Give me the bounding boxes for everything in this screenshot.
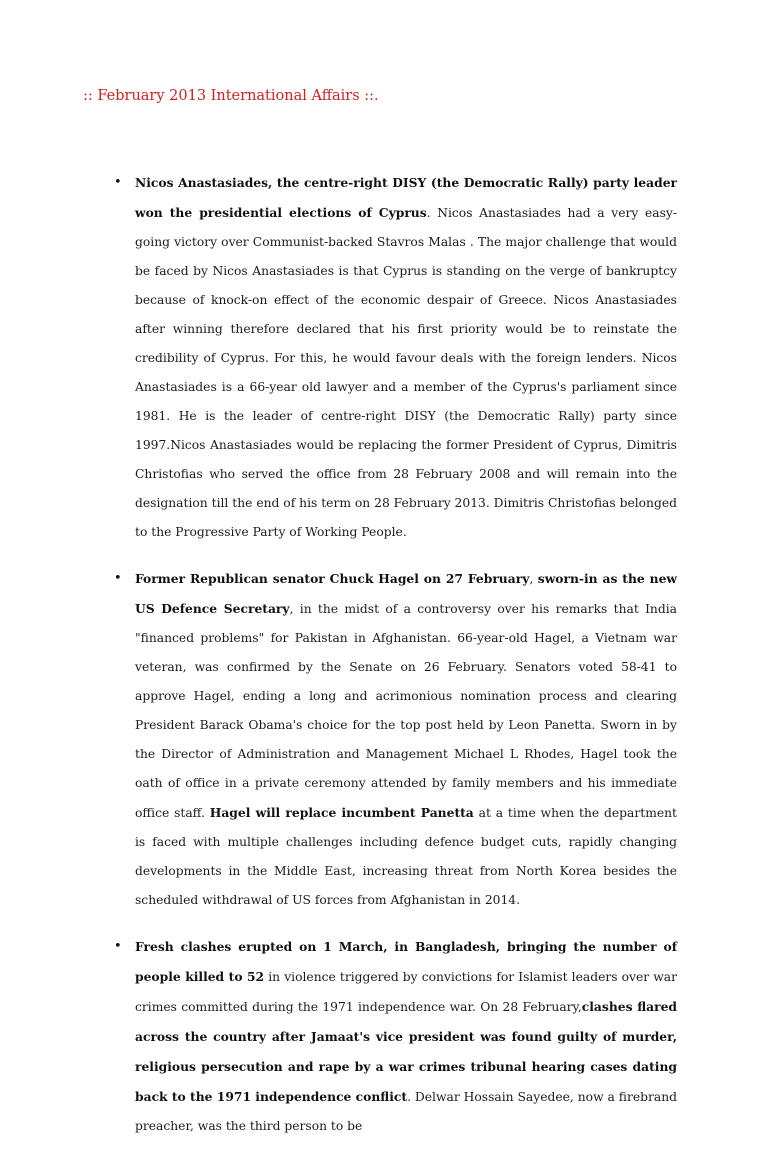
list-item (0, 932, 768, 1141)
list-item (0, 564, 768, 915)
paragraph-text: , in the midst of a controversy over his remarks that India "financed problems" for Pakistan in Afghanistan. 66-year-old Hagel, a Vietnam war veteran, was confirmed by the Senate on 26 February. Senators voted 58-41 to approve Hagel, ending a long and acrimonious nomination process and clearing President Barack Obama's choice for the top post held by Leon Panetta. Sworn in by the Director of Administration and Management Michael L Rhodes, Hagel took the oath of office in a private ceremony attended by family members and his immediate office staff. (135, 602, 677, 821)
bullet-icon: • (114, 939, 122, 955)
paragraph-text: in violence triggered by convictions for Islamist leaders over war crimes committed during the 1971 independence war. On 28 February, (135, 970, 677, 1015)
page-title: :: February 2013 International Affairs ::. (83, 88, 379, 104)
list-item (0, 168, 768, 547)
bold-text: sworn-in as the new US Defence Secretary (135, 571, 677, 617)
bold-text: Fresh clashes erupted on 1 March, in Bangladesh, bringing the number of people killed to 52 (135, 939, 677, 985)
item-paragraph (135, 564, 677, 915)
paragraph-text: . Delwar Hossain Sayedee, now a firebrand preacher, was the third person to be (135, 1090, 678, 1134)
paragraph-text: . Nicos Anastasiades had a very easy-going victory over Communist-backed Stavros Malas . The major challenge that would be faced by Nicos Anastasiades is that Cyprus is standing on the verge of bankruptcy because of knock-on effect of the economic despair of Greece. Nicos Anastasiades after winning therefore declared that his first priority would be to reinstate the credibility of Cyprus. For this, he would favour deals with the foreign lenders. Nicos Anastasiades is a 66-year old lawyer and a member of the Cyprus's parliament since 1981. He is the leader of centre-right DISY (the Democratic Rally) party since 1997.Nicos Anastasiades would be replacing the former President of Cyprus, Dimitris Christofias who served the office from 28 February 2008 and will remain into the designation till the end of his term on 28 February 2013. Dimitris Christofias belonged to the Progressive Party of Working People. (135, 206, 677, 540)
bullet-icon: • (114, 571, 122, 587)
news-list (0, 156, 768, 1158)
paragraph-text: , (529, 572, 538, 587)
bullet-icon: • (114, 175, 122, 191)
bold-text: Former Republican senator Chuck Hagel on 27 February (135, 571, 530, 587)
item-paragraph (135, 168, 677, 547)
item-paragraph (135, 932, 677, 1141)
bold-text: clashes flared across the country after Jamaat's vice president was found guilty of murder, religious persecution and rape by a war crimes tribunal hearing cases dating back to the 1971 independence conflict (135, 999, 678, 1105)
paragraph-text: at a time when the department is faced with multiple challenges including defence budget cuts, rapidly changing developments in the Middle East, increasing threat from North Korea besides the scheduled withdrawal of US forces from Afghanistan in 2014. (135, 806, 677, 908)
bold-text: Hagel will replace incumbent Panetta (209, 805, 474, 821)
bold-text: Nicos Anastasiades, the centre-right DISY (the Democratic Rally) party leader won the presidential elections of Cyprus (135, 175, 677, 221)
